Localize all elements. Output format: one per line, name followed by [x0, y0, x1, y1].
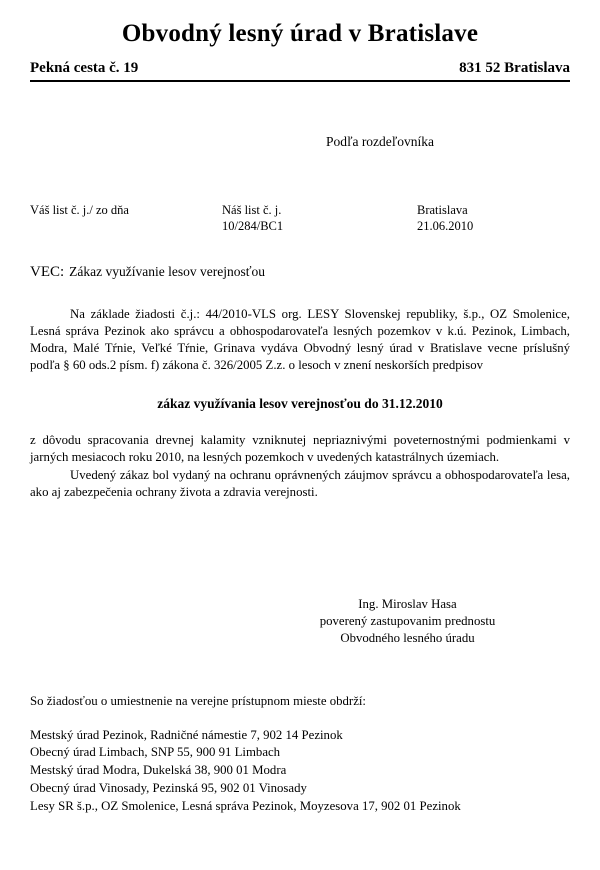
our-reference-label: Náš list č. j.	[222, 202, 282, 217]
body-reason-block	[30, 432, 570, 501]
our-reference-column	[222, 202, 417, 234]
document-page	[0, 20, 600, 870]
reference-row	[30, 202, 570, 234]
place-date-column	[417, 202, 570, 234]
page-title: Obvodný lesný úrad v Bratislave	[121, 20, 479, 47]
letterhead-address-bar	[30, 60, 570, 82]
body-paragraph-purpose: Uvedený zákaz bol vydaný na ochranu oprávnených záujmov správcu a obhospodarovateľa lesa, ako aj zabezpečenia ochrany života a zdravia verejnosti.	[30, 467, 570, 499]
list-item: Mestský úrad Pezinok, Radničné námestie 7, 902 14 Pezinok	[30, 727, 343, 742]
addressee-line: Podľa rozdeľovníka	[325, 133, 435, 149]
subject-text: Zákaz využívanie lesov verejnosťou	[69, 263, 265, 279]
office-street: Pekná cesta č. 19	[30, 59, 139, 76]
list-item: Lesy SR š.p., OZ Smolenice, Lesná správa Pezinok, Moyzesova 17, 902 01 Pezinok	[30, 799, 461, 814]
ban-headline: zákaz využívania lesov verejnosťou do 31.12.2010	[157, 396, 443, 412]
date-of-issue: 21.06.2010	[417, 218, 474, 233]
our-reference-value: 10/284/BC1	[222, 218, 284, 233]
list-item: Obecný úrad Limbach, SNP 55, 900 91 Limbach	[30, 745, 281, 760]
distribution-intro: So žiadosťou o umiestnenie na verejne prístupnom mieste obdrží:	[30, 693, 366, 708]
your-reference-column	[30, 202, 222, 234]
subject-label: VEC:	[30, 263, 65, 280]
list-item: Obecný úrad Vinosady, Pezinská 95, 902 01 Vinosady	[30, 781, 307, 796]
signatory-role-line-1: poverený zastupovanim prednostu	[319, 613, 496, 628]
body-paragraph-legal-basis: Na základe žiadosti č.j.: 44/2010-VLS org. LESY Slovenskej republiky, š.p., OZ Smolenice, Lesná správa Pezinok ako správcu a obhospodarovateľa lesných pozemkov v k.ú. Pezinok, Limbach, Modra, Malé Tŕnie, Veľké Tŕnie, Grinava vydáva Obvodný lesný úrad v Bratislave vecne príslušný podľa § 60 ods.2 písm. f) zákona č. 326/2005 Z.z. o lesoch v znení neskorších predpisov	[30, 306, 570, 373]
signatory-role-line-2: Obvodného lesného úradu	[340, 630, 475, 645]
place-of-issue: Bratislava	[417, 202, 468, 217]
list-item: Mestský úrad Modra, Dukelská 38, 900 01 Modra	[30, 763, 287, 778]
signatory-name: Ing. Miroslav Hasa	[358, 596, 457, 611]
signature-block	[30, 596, 570, 647]
body-paragraph-reason: z dôvodu spracovania drevnej kalamity vzniknutej nepriaznivými poveternostnými podmienkami v jarných mesiacoch roku 2010, na lesných pozemkoch v uvedených katastrálnych územiach.	[30, 433, 570, 465]
your-reference-label: Váš list č. j./ zo dňa	[30, 202, 129, 217]
subject-line	[30, 264, 570, 281]
office-city: 831 52 Bratislava	[459, 59, 570, 76]
distribution-list	[30, 727, 570, 817]
